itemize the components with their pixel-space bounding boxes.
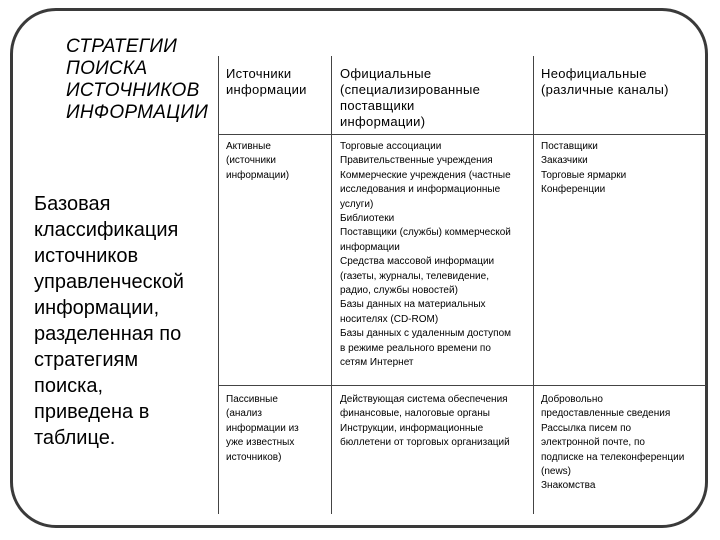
header-official: Официальные (специализированные поставщики информации) [340,66,481,129]
description-line: источников [34,245,139,267]
row-active-official: Торговые ассоциации Правительственные учреждения Коммерческие учреждения (частные исследования и информационные услуги) Библиотеки Поставщики (службы) коммерческой информации Средства массовой информации (газеты, журналы, телевидение, радио, службы новостей) Базы данных на материальных носителях (CD-ROM) Базы данных с удаленным доступом в режиме реального времени по сетям Интернет [340,141,512,369]
description-line: таблице. [34,427,116,449]
description-line: стратегиям [34,349,139,371]
description-line: приведена в [34,401,150,423]
table-border-left [218,56,219,514]
table-divider-2 [533,56,534,514]
title-line: ИСТОЧНИКОВ [66,80,200,101]
description-text [34,191,214,451]
table-row-divider-1 [218,134,706,135]
title-line: СТРАТЕГИИ [66,36,178,57]
description-line: поиска, [34,375,103,397]
description-line: информации, [34,297,160,319]
header-sources: Источники информации [226,66,307,97]
row-passive-official: Действующая система обеспечения финансовые, налоговые органы Инструкции, информационные бюллетени от торговых организаций [340,394,510,449]
description-line: классификация [34,219,179,241]
description-line: Базовая [34,193,111,215]
row-passive-label: Пассивные (анализ информации из уже известных источников) [226,394,299,463]
table-divider-1 [331,56,332,514]
description-line: управленческой [34,271,184,293]
description-line: разделенная по [34,323,182,345]
row-passive-unofficial: Добровольно предоставленные сведения Рассылка писем по электронной почте, по подписке на телеконференции (news) Знакомства [541,394,685,492]
table-row-divider-2 [218,385,706,386]
slide-title [66,36,208,124]
row-active-unofficial: Поставщики Заказчики Торговые ярмарки Конференции [541,141,627,196]
title-line: ИНФОРМАЦИИ [66,102,209,123]
row-active-label: Активные (источники информации) [226,141,290,181]
header-unofficial: Неофициальные (различные каналы) [541,66,669,97]
title-line: ПОИСКА [66,58,148,79]
